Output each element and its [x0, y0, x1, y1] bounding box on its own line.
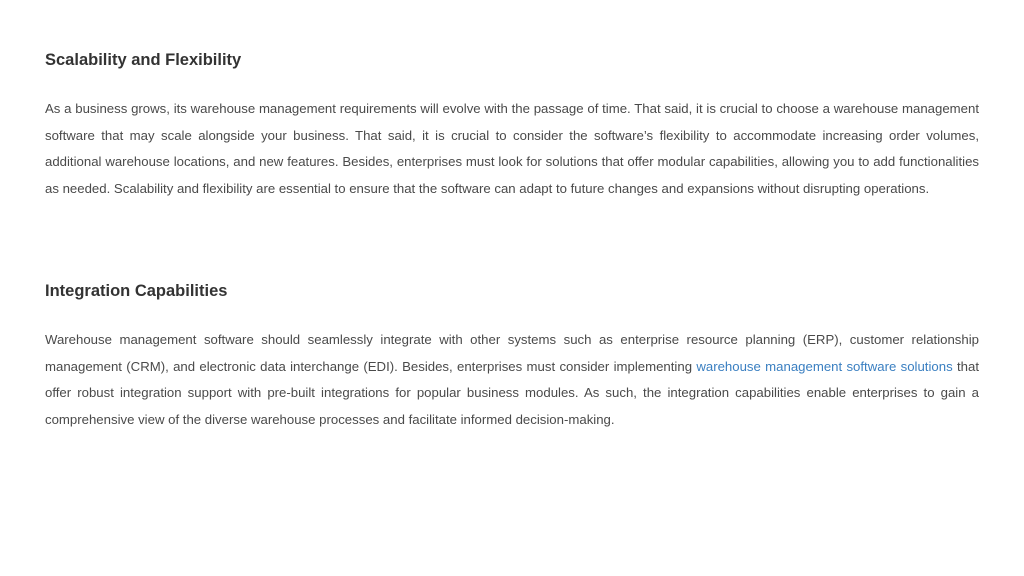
- section-heading-scalability: Scalability and Flexibility: [45, 51, 242, 69]
- body-text-after-link: that offer robust integration support with pre-built integrations for popular business modules. As such, the integration capabilities enable enterprises to gain a comprehensive view of the diverse warehouse processes and facilitate informed decision-making.: [45, 358, 979, 427]
- section-body-scalability: As a business grows, its warehouse management requirements will evolve with the passage of time. That said, it is crucial to choose a warehouse management software that may scale alongside your business. That said, it is crucial to consider the software’s flexibility to accommodate increasing order volumes, additional warehouse locations, and new features. Besides, enterprises must look for solutions that offer modular capabilities, allowing you to add functionalities as needed. Scalability and flexibility are essential to ensure that the software can adapt to future changes and expansions without disrupting operations.: [45, 101, 979, 196]
- section-integration: [45, 281, 979, 433]
- section-body-integration: [45, 327, 979, 433]
- section-scalability: [45, 50, 979, 202]
- body-text-before-link: Warehouse management software should seamlessly integrate with other systems such as enterprise resource planning (ERP), customer relationship management (CRM), and electronic data interchange (EDI). Besides, enterprises must consider implementing: [45, 332, 979, 374]
- wms-solutions-link[interactable]: warehouse management software solutions: [696, 358, 953, 374]
- section-heading-integration: Integration Capabilities: [45, 282, 228, 300]
